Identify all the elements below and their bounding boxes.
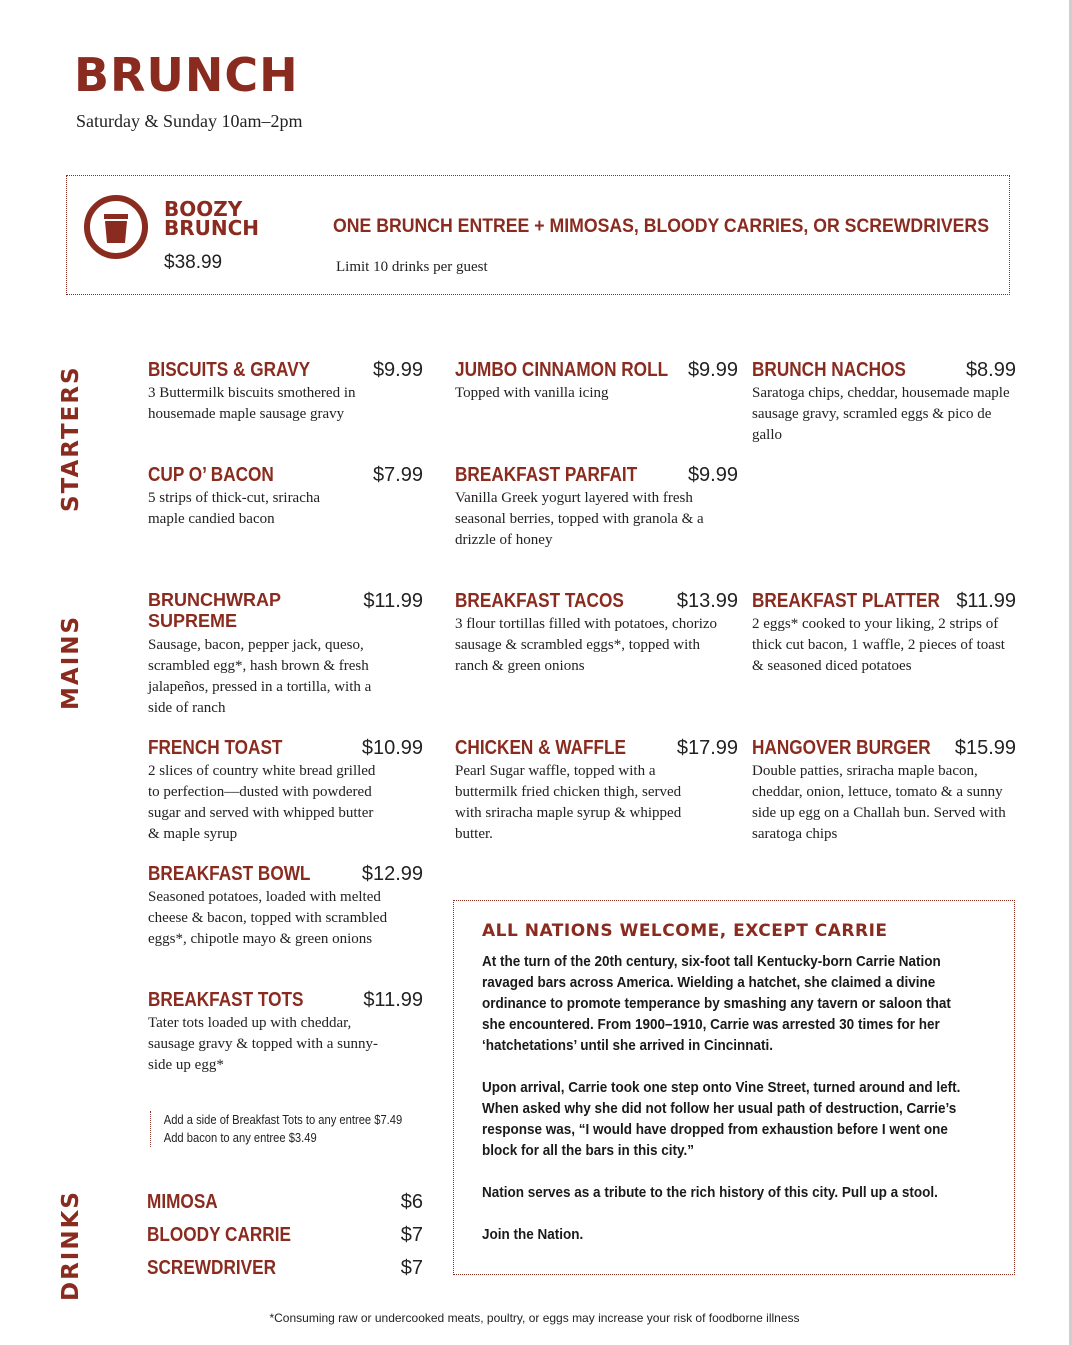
item-name: BREAKFAST BOWL xyxy=(148,863,311,885)
item-description: Tater tots loaded up with cheddar, sausage gravy & topped with a sunny-side up egg* xyxy=(148,1015,378,1073)
item-name: BREAKFAST PARFAIT xyxy=(455,464,638,486)
drink-item xyxy=(147,1257,423,1280)
item-description: Pearl Sugar waffle, topped with a buttermilk fried chicken thigh, served with sriracha maple syrup & whipped butter. xyxy=(455,763,682,842)
boozy-brunch-name-line2: BRUNCH xyxy=(164,216,260,240)
addon-tots: Add a side of Breakfast Tots to any entree $7.49 xyxy=(163,1112,403,1127)
item-description: Double patties, sriracha maple bacon, cheddar, onion, lettuce, tomato & a sunny side up egg on a Challah bun. Served with saratoga chips xyxy=(752,763,1006,842)
history-paragraph: Join the Nation. xyxy=(482,1226,584,1243)
item-name: JUMBO CINNAMON ROLL xyxy=(455,359,669,381)
history-body xyxy=(482,951,968,1266)
item-description: 2 slices of country white bread grilled to perfection—dusted with powdered sugar and served with whipped butter & maple syrup xyxy=(148,763,376,842)
item-price: $13.99 xyxy=(676,590,738,612)
boozy-brunch-name xyxy=(164,197,260,240)
item-description: Seasoned potatoes, loaded with melted cheese & bacon, topped with scrambled eggs*, chipotle mayo & green onions xyxy=(148,889,388,947)
brunch-hours: Saturday & Sunday 10am–2pm xyxy=(76,111,303,131)
drink-name: BLOODY CARRIE xyxy=(147,1224,291,1246)
item-name: BREAKFAST PLATTER xyxy=(752,590,940,612)
drink-price: $7 xyxy=(400,1257,423,1279)
item-description: 3 flour tortillas filled with potatoes, chorizo sausage & scrambled eggs*, topped with ranch & green onions xyxy=(455,616,718,674)
item-name: CHICKEN & WAFFLE xyxy=(455,737,627,759)
drink-item xyxy=(147,1191,423,1214)
item-price: $8.99 xyxy=(965,359,1016,381)
addon-bacon: Add bacon to any entree $3.49 xyxy=(163,1130,317,1145)
item-name: BRUNCHWRAP SUPREME xyxy=(148,590,281,631)
item-price: $10.99 xyxy=(361,737,423,759)
menu-item xyxy=(148,359,423,429)
boozy-brunch-description: ONE BRUNCH ENTREE + MIMOSAS, BLOODY CARRIES, OR SCREWDRIVERS xyxy=(333,216,989,237)
section-label-drinks: DRINKS xyxy=(58,1190,84,1301)
menu-item xyxy=(455,359,738,429)
item-description: 2 eggs* cooked to your liking, 2 strips of thick cut bacon, 1 waffle, 2 pieces of toast & seasoned diced potatoes xyxy=(752,616,1005,674)
item-price: $12.99 xyxy=(361,863,423,885)
drink-name: MIMOSA xyxy=(147,1191,218,1213)
item-price: $7.99 xyxy=(372,464,423,486)
item-price: $15.99 xyxy=(954,737,1016,759)
boozy-brunch-price: $38.99 xyxy=(164,252,223,273)
history-box xyxy=(453,900,1015,1275)
menu-item xyxy=(148,863,423,973)
item-name: BISCUITS & GRAVY xyxy=(148,359,311,381)
history-paragraph: At the turn of the 20th century, six-foot tall Kentucky-born Carrie Nation ravaged bars across America. Wielding a hatchet, she claimed a divine ordinance to promote temperance by smashing any tavern or saloon that she encountered. From 1900–1910, Carrie was arrested 30 times for her ‘hatchetations’ until she arrived in Cincinnati. xyxy=(482,953,951,1054)
boozy-brunch-box xyxy=(66,175,1010,295)
section-label-mains: MAINS xyxy=(58,614,84,710)
boozy-brunch-limit: Limit 10 drinks per guest xyxy=(336,259,488,275)
drink-price: $7 xyxy=(400,1224,423,1246)
item-name: HANGOVER BURGER xyxy=(752,737,931,759)
menu-item xyxy=(752,359,1016,449)
drink-price: $6 xyxy=(400,1191,423,1213)
item-price: $11.99 xyxy=(363,989,423,1011)
menu-item xyxy=(752,737,1016,847)
menu-item xyxy=(148,989,423,1079)
drink-name: SCREWDRIVER xyxy=(147,1257,277,1279)
item-description: Vanilla Greek yogurt layered with fresh seasonal berries, topped with granola & a drizzle of honey xyxy=(455,490,704,548)
item-price: $9.99 xyxy=(687,359,738,381)
menu-item xyxy=(455,590,738,680)
item-name: BRUNCH NACHOS xyxy=(752,359,906,381)
item-price: $9.99 xyxy=(372,359,423,381)
menu-item xyxy=(752,590,1016,680)
history-paragraph: Nation serves as a tribute to the rich history of this city. Pull up a stool. xyxy=(482,1184,938,1201)
item-description: 5 strips of thick-cut, sriracha maple candied bacon xyxy=(148,490,321,527)
item-price: $11.99 xyxy=(956,590,1016,612)
addons-note xyxy=(150,1111,402,1147)
item-description: Sausage, bacon, pepper jack, queso, scrambled egg*, hash brown & fresh jalapeños, pressed in a tortilla, with a side of ranch xyxy=(148,637,372,716)
item-description: 3 Buttermilk biscuits smothered in housemade maple sausage gravy xyxy=(148,385,356,422)
cup-icon xyxy=(83,194,149,265)
menu-item xyxy=(148,590,423,720)
section-label-starters: STARTERS xyxy=(58,365,84,512)
item-price: $9.99 xyxy=(687,464,738,486)
footer-disclaimer: *Consuming raw or undercooked meats, poultry, or eggs may increase your risk of foodborne illness xyxy=(269,1311,800,1325)
item-price: $11.99 xyxy=(363,590,423,612)
item-price: $17.99 xyxy=(676,737,738,759)
history-paragraph: Upon arrival, Carrie took one step onto Vine Street, turned around and left. When asked why she did not follow her usual path of destruction, Carrie’s response was, “I would have dropped from exhaustion before I went one block for all the bars in this city.” xyxy=(482,1079,961,1159)
menu-item xyxy=(455,737,738,847)
item-description: Topped with vanilla icing xyxy=(455,385,609,401)
item-name: BREAKFAST TOTS xyxy=(148,989,304,1011)
item-name: CUP O’ BACON xyxy=(148,464,274,486)
menu-item xyxy=(455,464,738,554)
item-name: FRENCH TOAST xyxy=(148,737,283,759)
drink-item xyxy=(147,1224,423,1247)
page-title: BRUNCH xyxy=(74,48,299,102)
item-description: Saratoga chips, cheddar, housemade maple sausage gravy, scramled eggs & pico de gallo xyxy=(752,385,1010,443)
item-name: BREAKFAST TACOS xyxy=(455,590,624,612)
boozy-brunch-name-line1: BOOZY xyxy=(164,197,243,221)
history-title: ALL NATIONS WELCOME, EXCEPT CARRIE xyxy=(482,921,888,941)
menu-item xyxy=(148,737,423,847)
menu-item xyxy=(148,464,423,534)
